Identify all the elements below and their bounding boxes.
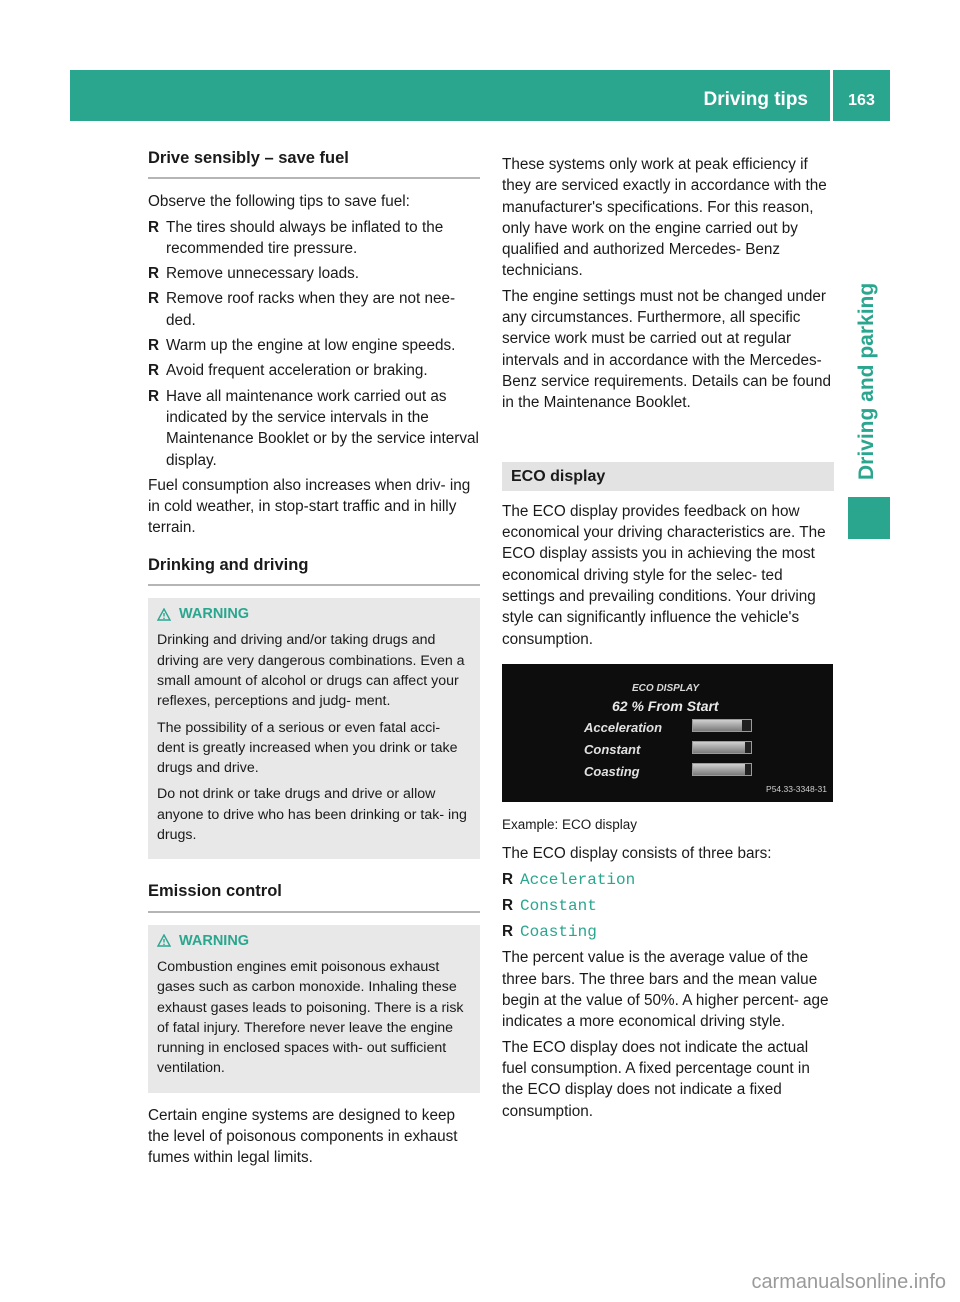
list-item: R Acceleration xyxy=(502,870,636,889)
list-item: R Avoid frequent acceleration or braking. xyxy=(148,360,480,381)
eco-bar xyxy=(692,741,752,754)
image-caption: Example: ECO display xyxy=(502,816,638,832)
list-item: R Constant xyxy=(502,896,597,915)
eco-bar-fill xyxy=(693,720,742,731)
warning-text: Drinking and driving and/or taking drugs and driving are very dangerous combinations. Even a small amount of alcohol or drugs can affect your reflexes, perceptions and judg- ment. xyxy=(157,632,465,710)
paragraph: The ECO display consists of three bars: xyxy=(502,845,772,863)
page-number: 163 xyxy=(848,92,875,109)
eco-row-label: Acceleration xyxy=(584,719,663,735)
side-tab-marker xyxy=(848,497,890,539)
eco-display-image xyxy=(502,664,833,802)
paragraph: These systems only work at peak efficiency if they are serviced exactly in accordance with the manufacturer's specifications. For this reason, only have work on the engine carried out by qualified and authorized Mercedes- Benz technicians. xyxy=(502,156,827,280)
list-item: R Remove roof racks when they are not nee- ded. xyxy=(148,290,456,329)
warning-text: Do not drink or take drugs and drive or allow anyone to drive who has been drinking or tak- ing drugs. xyxy=(157,786,467,844)
paragraph: Certain engine systems are designed to keep the level of poisonous components in exhaust fumes within legal limits. xyxy=(148,1106,458,1167)
list-item: R Coasting xyxy=(502,923,597,942)
bullet-icon: R xyxy=(148,337,160,355)
eco-bar-fill xyxy=(693,764,745,775)
image-code: P54.33-3348-31 xyxy=(766,783,827,794)
warning-text: The possibility of a serious or even fatal acci- dent is greatly increased when you drink or take drugs and drive. xyxy=(157,719,458,777)
bullet-icon: R xyxy=(148,362,160,380)
warning-triangle-icon xyxy=(157,608,171,621)
eco-bar xyxy=(692,763,752,776)
bullet-icon: R xyxy=(502,923,514,941)
tips-list xyxy=(148,217,480,471)
bullet-icon: R xyxy=(502,870,514,888)
section-title-drinking: Drinking and driving xyxy=(148,555,480,586)
watermark: carmanualsonline.info xyxy=(751,1271,946,1293)
eco-screen-summary: 62 % From Start xyxy=(612,697,719,714)
list-item: R Have all maintenance work carried out as indicated by the service intervals in the Maintenance Booklet or by the service interval display. xyxy=(148,387,479,469)
bullet-icon: R xyxy=(148,218,160,236)
eco-screen-title: ECO DISPLAY xyxy=(632,682,700,694)
paragraph: The ECO display does not indicate the actual fuel consumption. A fixed percentage count in the ECO display does not indicate a fixed consumption. xyxy=(502,1038,810,1120)
bullet-icon: R xyxy=(148,265,160,283)
eco-bar-fill xyxy=(693,742,745,753)
paragraph: Observe the following tips to save fuel: xyxy=(148,193,410,211)
list-item: R The tires should always be inflated to the recommended tire pressure. xyxy=(148,218,444,257)
left-column xyxy=(148,148,480,1173)
bullet-icon: R xyxy=(148,387,160,405)
bullet-icon: R xyxy=(502,896,514,914)
section-title-save-fuel: Drive sensibly – save fuel xyxy=(148,148,480,179)
right-column xyxy=(502,154,834,1126)
warning-heading: WARNING xyxy=(157,931,471,951)
paragraph: The ECO display provides feedback on how economical your driving characteristics are. The ECO display assists you in achieving the most economical driving style for the selec- ted settings and prevailing conditions. Your driving style can significantly influence the vehicle's consumption. xyxy=(502,502,826,648)
bullet-icon: R xyxy=(148,290,160,308)
eco-bar xyxy=(692,719,752,732)
list-item: R Remove unnecessary loads. xyxy=(148,263,480,284)
side-tab-label: Driving and parking xyxy=(855,282,878,480)
paragraph: Fuel consumption also increases when driv- ing in cold weather, in stop-start traffic and in hilly terrain. xyxy=(148,476,471,537)
side-tab xyxy=(850,250,880,480)
header-title: Driving tips xyxy=(703,89,808,110)
section-title-emission: Emission control xyxy=(148,881,480,912)
section-title-eco-display: ECO display xyxy=(502,462,834,491)
paragraph: The engine settings must not be changed under any circumstances. Furthermore, all specific service work must be carried out at regular intervals and in accordance with the Mercedes-Benz service requirements. Details can be found in the Maintenance Booklet. xyxy=(502,287,832,412)
warning-text: Combustion engines emit poisonous exhaust gases such as carbon monoxide. Inhaling these exhaust gases leads to poisoning. There is a risk of fatal injury. Therefore never leave the engine running in enclosed spaces with- out sufficient ventilation. xyxy=(157,958,464,1077)
warning-heading: WARNING xyxy=(157,604,471,624)
warning-box xyxy=(148,598,480,859)
list-item: R Warm up the engine at low engine speeds. xyxy=(148,335,480,356)
bars-list xyxy=(502,869,834,944)
paragraph: The percent value is the average value of the three bars. The three bars and the mean value begin at the value of 50%. A higher percent- age indicates a more economical driving style. xyxy=(502,949,829,1031)
eco-row-label: Constant xyxy=(584,741,641,757)
warning-triangle-icon xyxy=(157,934,171,947)
warning-box xyxy=(148,925,480,1093)
eco-row-label: Coasting xyxy=(584,763,640,779)
page-header xyxy=(70,70,890,121)
